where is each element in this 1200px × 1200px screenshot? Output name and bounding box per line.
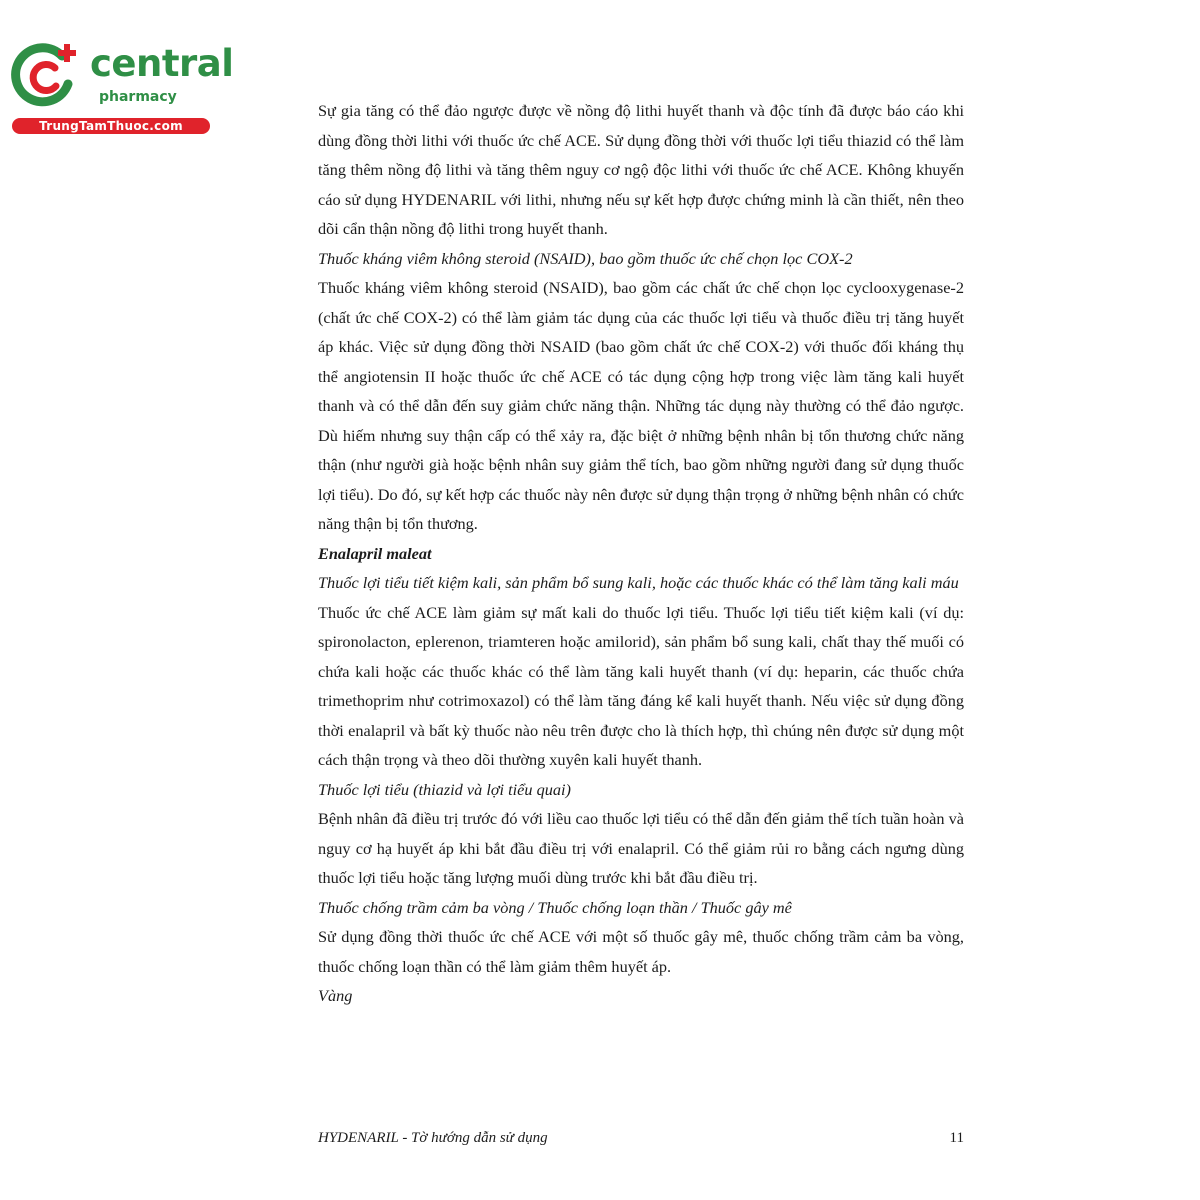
footer-title: HYDENARIL - Tờ hướng dẫn sử dụng [318,1130,548,1146]
page-footer [318,1128,964,1148]
section-heading: Enalapril maleat [318,543,432,563]
body-paragraph: Bệnh nhân đã điều trị trước đó với liều cao thuốc lợi tiểu có thể dẫn đến giảm thể tích tuần hoàn và nguy cơ hạ huyết áp khi bắt đầu điều trị với enalapril. Có thể giảm rủi ro bằng cách ngưng dùng thuốc lợi tiểu hoặc tăng lượng muối dùng trước khi bắt đầu điều trị. [318,809,964,887]
section-heading: Vàng [318,986,353,1005]
pharmacy-logo [10,36,234,136]
document-body [318,96,964,1011]
body-paragraph: Thuốc ức chế ACE làm giảm sự mất kali do thuốc lợi tiểu. Thuốc lợi tiểu tiết kiệm kali (ví dụ: spironolacton, eplerenon, triamteren hoặc amilorid), sản phẩm bổ sung kali, chất thay thế muối có chứa kali hoặc các thuốc khác có thể làm tăng kali huyết thanh (ví dụ: heparin, các thuốc chứa trimethoprim như cotrimoxazol) có thể làm tăng đáng kể kali huyết thanh. Nếu việc sử dụng đồng thời enalapril và bất kỳ thuốc nào nêu trên được cho là thích hợp, thì chúng nên được sử dụng một cách thận trọng và theo dõi thường xuyên kali huyết thanh. [318,602,964,769]
section-heading: Thuốc kháng viêm không steroid (NSAID), bao gồm thuốc ức chế chọn lọc COX-2 [318,248,853,268]
section-heading: Thuốc lợi tiểu tiết kiệm kali, sản phẩm bổ sung kali, hoặc các thuốc khác có thể làm tăng kali máu [318,573,959,592]
pharmacy-logo-icon [10,40,80,110]
logo-subtitle: pharmacy [99,89,177,105]
section-heading: Thuốc lợi tiểu (thiazid và lợi tiểu quai) [318,779,571,799]
body-paragraph: Sử dụng đồng thời thuốc ức chế ACE với một số thuốc gây mê, thuốc chống trầm cảm ba vòng, thuốc chống loạn thần có thể làm giảm thêm huyết áp. [318,927,964,976]
logo-wordmark: central [90,42,234,85]
section-heading: Thuốc chống trầm cảm ba vòng / Thuốc chống loạn thần / Thuốc gây mê [318,897,792,917]
logo-url-badge: TrungTamThuoc.com [12,118,210,134]
body-paragraph: Thuốc kháng viêm không steroid (NSAID), bao gồm các chất ức chế chọn lọc cyclooxygenase-2 (chất ức chế COX-2) có thể làm giảm tác dụng của các thuốc lợi tiểu và thuốc điều trị tăng huyết áp khác. Việc sử dụng đồng thời NSAID (bao gồm chất ức chế COX-2) với thuốc đối kháng thụ thể angiotensin II hoặc thuốc ức chế ACE có tác dụng cộng hợp trong việc làm tăng kali huyết thanh và có thể dẫn đến suy giảm chức năng thận. Những tác dụng này thường có thể đảo ngược. Dù hiếm nhưng suy thận cấp có thể xảy ra, đặc biệt ở những bệnh nhân bị tổn thương chức năng thận (như người già hoặc bệnh nhân suy giảm thể tích, bao gồm những người đang sử dụng thuốc lợi tiểu). Do đó, sự kết hợp các thuốc này nên được sử dụng thận trọng ở những bệnh nhân có chức năng thận bị tổn thương. [318,278,964,533]
page-number: 11 [949,1130,964,1146]
body-paragraph: Sự gia tăng có thể đảo ngược được về nồng độ lithi huyết thanh và độc tính đã được báo cáo khi dùng đồng thời lithi với thuốc ức chế ACE. Sử dụng đồng thời với thuốc lợi tiểu thiazid có thể làm tăng thêm nồng độ lithi và tăng thêm nguy cơ ngộ độc lithi với thuốc ức chế ACE. Không khuyến cáo sử dụng HYDENARIL với lithi, nhưng nếu sự kết hợp được chứng minh là cần thiết, nên theo dõi cẩn thận nồng độ lithi trong huyết thanh. [318,101,964,238]
